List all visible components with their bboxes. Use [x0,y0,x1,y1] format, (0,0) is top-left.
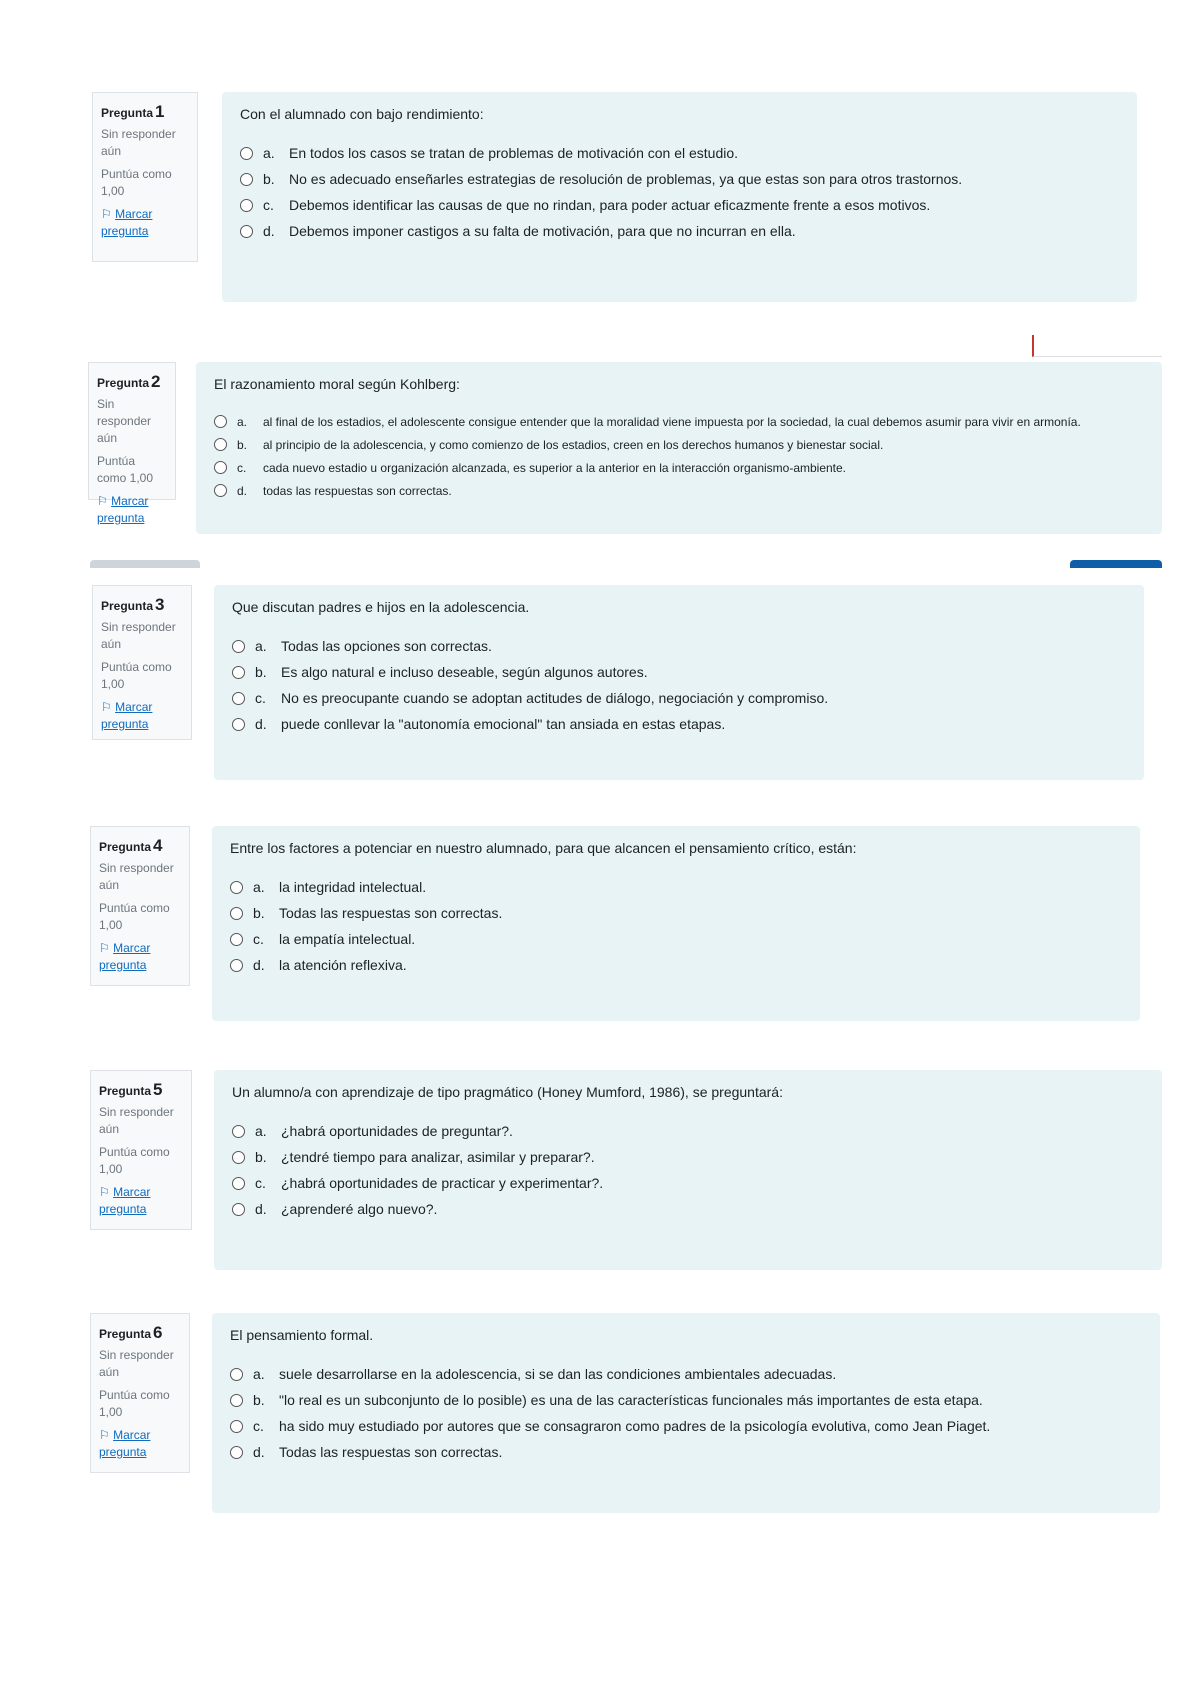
answer-option[interactable] [230,874,1122,900]
question-score: Puntúa como 1,00 [99,1388,170,1419]
question-label: Pregunta [99,1327,152,1341]
answer-text: Todas las respuestas son correctas. [279,1444,503,1460]
question-label: Pregunta [97,376,150,390]
question-text: Un alumno/a con aprendizaje de tipo pragmático (Honey Mumford, 1986), se preguntará: [232,1084,783,1100]
answer-letter: d. [253,957,265,973]
radio-button[interactable] [230,1446,243,1459]
answer-list [232,633,1126,737]
question-number [101,103,189,122]
flag-question[interactable] [97,493,167,527]
radio-button[interactable] [214,415,227,428]
answer-list [230,874,1122,978]
question-info-2 [88,362,176,525]
flag-icon: ⚐ [99,941,114,955]
flag-question[interactable] [99,1427,181,1461]
question-status: Sin responder aún [97,397,152,445]
radio-button[interactable] [240,225,253,238]
answer-text: todas las respuestas son correctas. [263,483,452,498]
radio-button[interactable] [230,907,243,920]
answer-letter: c. [255,690,266,706]
radio-button[interactable] [232,692,245,705]
question-number [99,837,181,856]
question-label: Pregunta [101,599,154,613]
radio-button[interactable] [240,173,253,186]
question-number-value: 5 [153,1080,163,1099]
answer-letter: a. [263,145,275,161]
answer-option[interactable] [230,926,1122,952]
answer-option[interactable] [240,140,1119,166]
flag-question-link[interactable]: Marcar pregunta [99,1428,151,1459]
answer-option[interactable] [230,1413,1142,1439]
answer-option[interactable] [240,166,1119,192]
flag-question-link[interactable]: Marcar pregunta [99,1185,151,1216]
question-content-1 [222,92,1137,302]
answer-text: Todas las respuestas son correctas. [279,905,503,921]
answer-letter: d. [237,483,248,498]
answer-letter: a. [255,638,267,654]
answer-letter: c. [253,1418,264,1434]
answer-letter: c. [237,460,247,475]
radio-button[interactable] [232,1203,245,1216]
flag-question-link[interactable]: Marcar pregunta [101,700,153,731]
answer-text: En todos los casos se tratan de problemas de motivación con el estudio. [289,145,739,161]
answer-option[interactable] [232,711,1126,737]
question-number [99,1324,181,1343]
question-label: Pregunta [99,1084,152,1098]
radio-button[interactable] [230,959,243,972]
answer-text: ¿habrá oportunidades de preguntar?. [281,1123,513,1139]
flag-icon: ⚐ [97,494,112,508]
flag-question-link[interactable]: Marcar pregunta [99,941,151,972]
answer-text: Es algo natural e incluso deseable, según algunos autores. [281,664,648,680]
flag-question[interactable] [101,699,183,733]
answer-option[interactable] [232,1170,1144,1196]
answer-text: al principio de la adolescencia, y como comienzo de los estadios, creen en los derechos humanos y bienestar social. [263,437,884,452]
flag-icon: ⚐ [99,1428,114,1442]
answer-text: ha sido muy estudiado por autores que se consagraron como padres de la psicología evolutiva, como Jean Piaget. [279,1418,991,1434]
answer-letter: c. [253,931,264,947]
question-info-6 [90,1313,190,1473]
answer-text: la empatía intelectual. [279,931,416,947]
answer-letter: b. [263,171,275,187]
question-text: El pensamiento formal. [230,1327,374,1343]
question-score: Puntúa como 1,00 [99,901,170,932]
answer-text: la integridad intelectual. [279,879,427,895]
radio-button[interactable] [232,1125,245,1138]
question-number [101,596,183,615]
question-text: El razonamiento moral según Kohlberg: [214,376,460,392]
question-number [99,1081,183,1100]
question-status: Sin responder aún [99,1348,174,1379]
question-info-1 [92,92,198,262]
question-info-3 [92,585,192,740]
flag-question-link[interactable]: Marcar pregunta [101,207,153,238]
radio-button[interactable] [214,461,227,474]
question-text: Que discutan padres e hijos en la adolescencia. [232,599,530,615]
answer-option[interactable] [214,410,1144,433]
answer-option[interactable] [214,433,1144,456]
radio-button[interactable] [232,1177,245,1190]
radio-button[interactable] [230,1394,243,1407]
answer-list [232,1118,1144,1222]
answer-list [214,410,1144,502]
answer-option[interactable] [232,1196,1144,1222]
radio-button[interactable] [240,199,253,212]
answer-option[interactable] [230,900,1122,926]
answer-option[interactable] [230,952,1122,978]
question-content-3 [214,585,1144,780]
answer-list [240,140,1119,244]
question-status: Sin responder aún [101,620,176,651]
radio-button[interactable] [230,1420,243,1433]
nav-tab-grey [90,560,200,568]
flag-icon: ⚐ [101,700,116,714]
answer-text: "lo real es un subconjunto de lo posible) es una de las características funcionales más importantes de esta etapa. [279,1392,983,1408]
answer-letter: d. [263,223,275,239]
question-info-5 [90,1070,192,1230]
answer-option[interactable] [232,1118,1144,1144]
answer-option[interactable] [240,192,1119,218]
answer-letter: d. [255,1201,267,1217]
answer-letter: b. [237,437,248,452]
flag-icon: ⚐ [101,207,116,221]
question-status: Sin responder aún [101,127,176,158]
flag-question[interactable] [99,1184,183,1218]
question-number [97,373,167,392]
answer-letter: a. [255,1123,267,1139]
answer-letter: b. [255,664,267,680]
question-label: Pregunta [101,106,154,120]
answer-text: ¿habrá oportunidades de practicar y experimentar?. [281,1175,604,1191]
answer-text: ¿tendré tiempo para analizar, asimilar y preparar?. [281,1149,595,1165]
answer-text: al final de los estadios, el adolescente consigue entender que la moralidad viene impuesta por la sociedad, la cual debemos asumir para vivir en armonía. [263,414,1081,429]
radio-button[interactable] [214,484,227,497]
answer-letter: c. [255,1175,266,1191]
answer-option[interactable] [240,218,1119,244]
flag-question[interactable] [101,206,189,240]
radio-button[interactable] [232,640,245,653]
question-score: Puntúa como 1,00 [101,660,172,691]
question-number-value: 3 [155,595,165,614]
answer-list [230,1361,1142,1465]
question-number-value: 4 [153,836,163,855]
answer-letter: a. [253,879,265,895]
answer-text: ¿aprenderé algo nuevo?. [281,1201,438,1217]
timer-fragment [1032,335,1162,357]
answer-text: Todas las opciones son correctas. [281,638,492,654]
answer-text: Debemos imponer castigos a su falta de motivación, para que no incurran en ella. [289,223,796,239]
answer-letter: a. [237,414,248,429]
answer-letter: b. [255,1149,267,1165]
flag-icon: ⚐ [99,1185,114,1199]
answer-letter: d. [255,716,267,732]
question-content-4 [212,826,1140,1021]
radio-button[interactable] [230,881,243,894]
answer-option[interactable] [214,479,1144,502]
question-content-6 [212,1313,1160,1513]
radio-button[interactable] [232,666,245,679]
question-label: Pregunta [99,840,152,854]
question-status: Sin responder aún [99,861,174,892]
answer-text: la atención reflexiva. [279,957,407,973]
answer-option[interactable] [230,1439,1142,1465]
nav-tab-blue [1070,560,1162,568]
radio-button[interactable] [214,438,227,451]
answer-text: cada nuevo estadio u organización alcanzada, es superior a la anterior en la interacción organismo-ambiente. [263,460,847,475]
answer-letter: a. [253,1366,265,1382]
answer-option[interactable] [230,1387,1142,1413]
answer-text: puede conllevar la "autonomía emocional" tan ansiada en estas etapas. [281,716,726,732]
answer-letter: c. [263,197,274,213]
answer-text: No es adecuado enseñarles estrategias de resolución de problemas, ya que estas son para otros trastornos. [289,171,963,187]
question-score: Puntúa como 1,00 [101,167,172,198]
radio-button[interactable] [240,147,253,160]
question-content-5 [214,1070,1162,1270]
radio-button[interactable] [232,1151,245,1164]
flag-question-link[interactable]: Marcar pregunta [97,494,149,525]
radio-button[interactable] [232,718,245,731]
answer-letter: b. [253,1392,265,1408]
answer-option[interactable] [232,685,1126,711]
question-info-4 [90,826,190,986]
question-number-value: 2 [151,372,161,391]
flag-question[interactable] [99,940,181,974]
question-text: Con el alumnado con bajo rendimiento: [240,106,484,122]
question-score: Puntúa como 1,00 [97,454,154,485]
question-content-2 [196,362,1162,534]
answer-option[interactable] [214,456,1144,479]
question-text: Entre los factores a potenciar en nuestro alumnado, para que alcancen el pensamiento crítico, están: [230,840,857,856]
question-status: Sin responder aún [99,1105,174,1136]
radio-button[interactable] [230,933,243,946]
answer-text: suele desarrollarse en la adolescencia, si se dan las condiciones ambientales adecuadas. [279,1366,837,1382]
answer-letter: d. [253,1444,265,1460]
question-number-value: 6 [153,1323,163,1342]
radio-button[interactable] [230,1368,243,1381]
answer-option[interactable] [232,633,1126,659]
answer-option[interactable] [232,1144,1144,1170]
question-score: Puntúa como 1,00 [99,1145,170,1176]
answer-letter: b. [253,905,265,921]
answer-text: No es preocupante cuando se adoptan actitudes de diálogo, negociación y compromiso. [281,690,829,706]
answer-text: Debemos identificar las causas de que no rindan, para poder actuar eficazmente frente a esos motivos. [289,197,931,213]
answer-option[interactable] [230,1361,1142,1387]
question-number-value: 1 [155,102,165,121]
answer-option[interactable] [232,659,1126,685]
